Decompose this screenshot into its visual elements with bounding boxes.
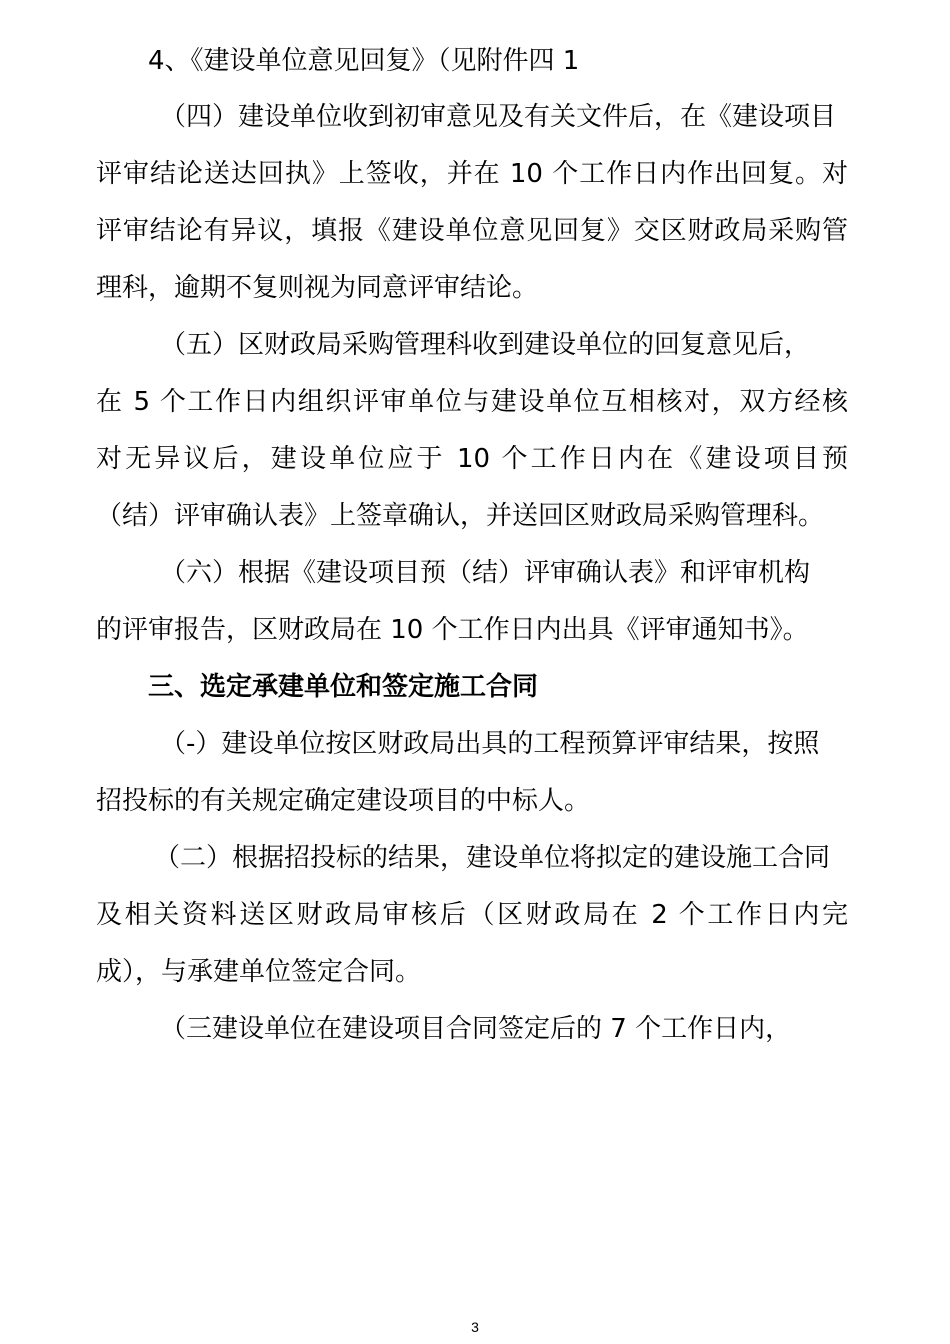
text-line-1: 4、《建设单位意见回复》（见附件四 1 <box>148 46 580 76</box>
text-line-10: （六）根据《建设项目预（结）评审确认表》和评审机构 <box>160 558 811 588</box>
section-heading: 三、选定承建单位和签定施工合同 <box>148 672 539 702</box>
text-line-7: 在 5 个工作日内组织评审单位与建设单位互相核对，双方经核 <box>96 387 848 417</box>
page-number: 3 <box>471 1319 479 1335</box>
text-line-17: 成），与承建单位签定合同。 <box>96 957 422 987</box>
text-line-3: 评审结论送达回执》上签收，并在 10 个工作日内作出回复。对 <box>96 159 848 189</box>
text-line-4: 评审结论有异议，填报《建设单位意见回复》交区财政局采购管 <box>96 216 848 246</box>
text-line-14: 招投标的有关规定确定建设项目的中标人。 <box>96 786 591 816</box>
text-line-8: 对无异议后，建设单位应于 10 个工作日内在《建设项目预 <box>96 444 848 474</box>
text-line-15: （二）根据招投标的结果，建设单位将拟定的建设施工合同 <box>154 843 831 873</box>
text-line-18: （三建设单位在建设项目合同签定后的 7 个工作日内， <box>160 1014 792 1044</box>
text-line-9: （结）评审确认表》上签章确认，并送回区财政局采购管理科。 <box>96 501 825 531</box>
text-line-6: （五）区财政局采购管理科收到建设单位的回复意见后， <box>160 330 811 360</box>
text-line-5: 理科，逾期不复则视为同意评审结论。 <box>96 273 539 303</box>
text-line-13: （-）建设单位按区财政局出具的工程预算评审结果，按照 <box>160 729 820 759</box>
text-line-2: （四）建设单位收到初审意见及有关文件后，在《建设项目 <box>160 102 837 132</box>
text-line-11: 的评审报告，区财政局在 10 个工作日内出具《评审通知书》。 <box>96 615 809 645</box>
text-line-16: 及相关资料送区财政局审核后（区财政局在 2 个工作日内完 <box>96 900 848 930</box>
